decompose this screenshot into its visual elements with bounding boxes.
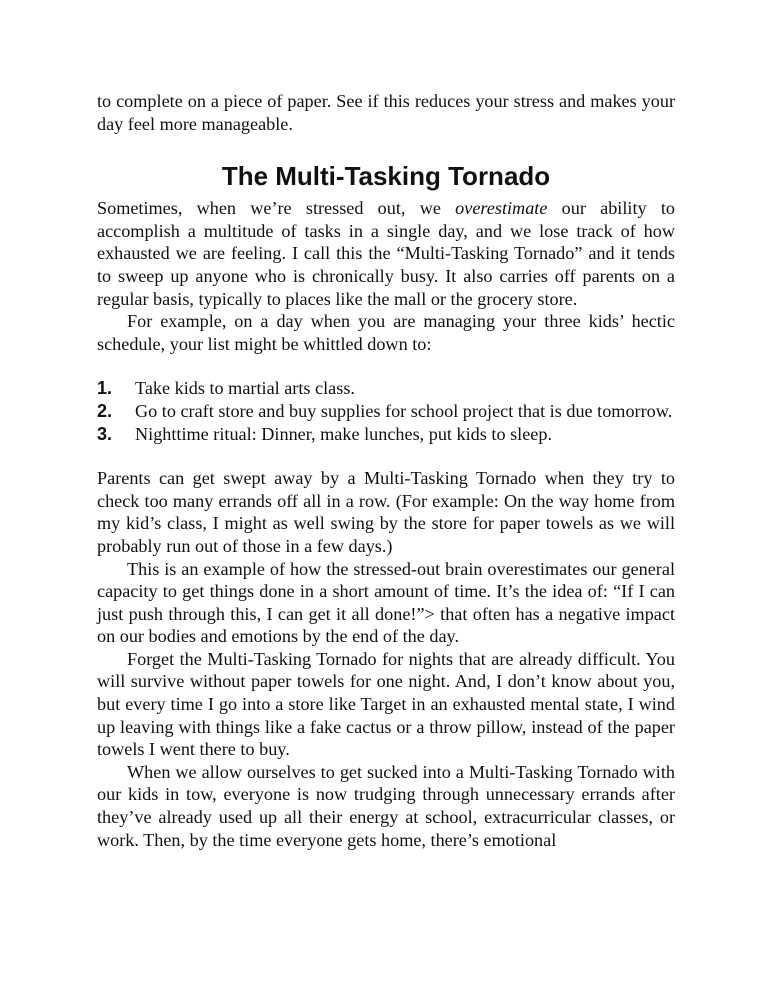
list-number: 3. — [97, 423, 113, 444]
list-number: 1. — [97, 378, 113, 399]
paragraph-1 — [97, 197, 675, 310]
book-page — [97, 90, 675, 851]
list-text: Take kids to martial arts class. — [135, 378, 355, 399]
emphasis-overestimate: overestimate — [455, 198, 548, 219]
list-text: Nighttime ritual: Dinner, make lunches, put kids to sleep. — [135, 423, 552, 444]
paragraph-3: Parents can get swept away by a Multi-Tasking Tornado when they try to check too many errands off all in a row. (For example: On the way home from my kid’s class, I might as well swing by the store for paper towels as we will probably run out of those in a few days.) — [97, 468, 675, 556]
paragraph-1-end: our ability to accomplish a multitude of tasks in a single day, and we lose track of how exhausted we are feeling. I call this the “Multi-Tasking Tornado” and it tends to sweep up anyone who is chronically busy. It also carries off parents on a regular basis, typically to places like the mall or the grocery store. — [97, 198, 675, 309]
task-list — [97, 377, 675, 445]
section-heading: The Multi-Tasking Tornado — [221, 161, 551, 192]
list-item — [97, 423, 675, 446]
paragraph-4: This is an example of how the stressed-out brain overestimates our general capacity to get things done in a short amount of time. It’s the idea of: “If I can just push through this, I can get it all done!”> that often has a negative impact on our bodies and emotions by the end of the day. — [97, 558, 675, 647]
paragraph-5: Forget the Multi-Tasking Tornado for nights that are already difficult. You will survive without paper towels for one night. And, I don’t know about you, but every time I go into a store like Target in an exhausted mental state, I wind up leaving with things like a fake cactus or a throw pillow, instead of the paper towels I went there to buy. — [97, 648, 675, 760]
list-item — [97, 400, 675, 423]
list-number: 2. — [97, 400, 113, 421]
list-item — [97, 377, 675, 400]
paragraph-1-start: Sometimes, when we’re stressed out, we — [97, 198, 456, 219]
paragraph-6: When we allow ourselves to get sucked into a Multi-Tasking Tornado with our kids in tow, everyone is now trudging through unnecessary errands after they’ve already used up all their energy at school, extracurricular classes, or work. Then, by the time everyone gets home, there’s emotional — [97, 761, 675, 850]
intro-paragraph: to complete on a piece of paper. See if this reduces your stress and makes your day feel more manageable. — [97, 91, 675, 134]
list-text: Go to craft store and buy supplies for school project that is due tomorrow. — [135, 400, 673, 421]
paragraph-2: For example, on a day when you are managing your three kids’ hectic schedule, your list might be whittled down to: — [97, 311, 675, 354]
